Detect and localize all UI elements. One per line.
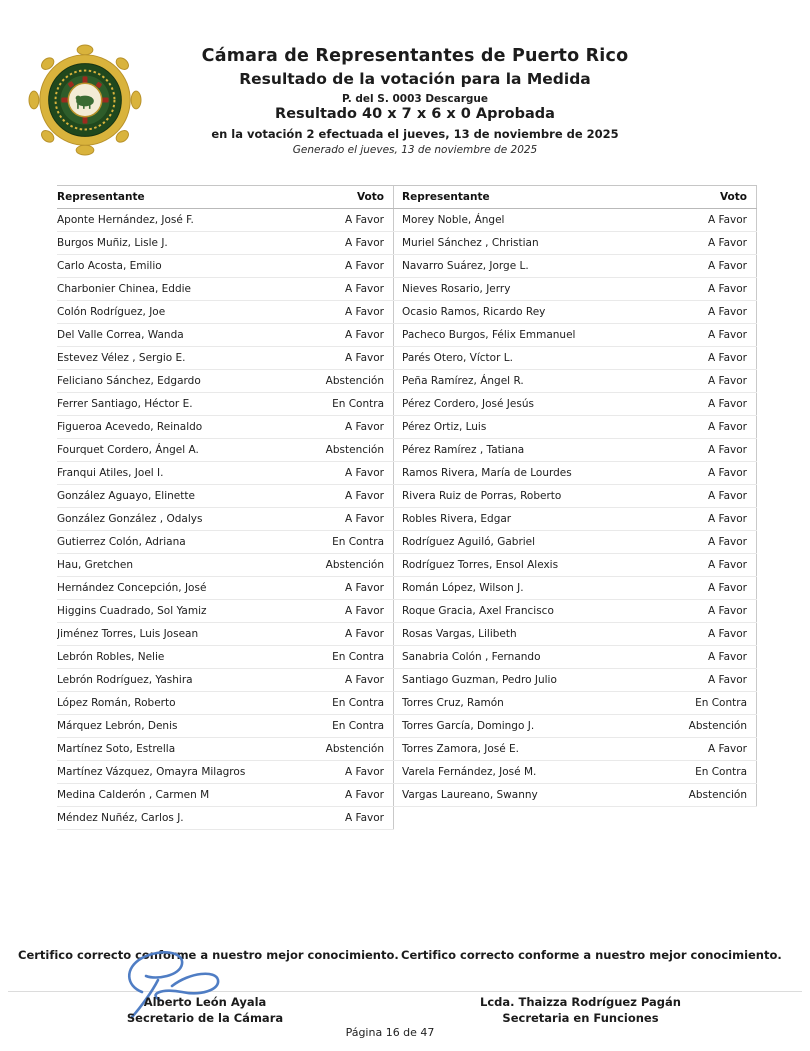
vote-value: En Contra <box>655 761 757 784</box>
vote-value: En Contra <box>292 531 394 554</box>
vote-value: A Favor <box>292 255 394 278</box>
representative-name: Vargas Laureano, Swanny <box>394 784 655 807</box>
representative-name: Del Valle Correa, Wanda <box>57 324 292 347</box>
table-row <box>57 485 394 508</box>
vote-value: Abstención <box>292 554 394 577</box>
representative-name: Higgins Cuadrado, Sol Yamiz <box>57 600 292 623</box>
vote-value: A Favor <box>655 370 757 393</box>
representative-name: Román López, Wilson J. <box>394 577 655 600</box>
table-row <box>57 393 394 416</box>
representative-name: Lebrón Rodríguez, Yashira <box>57 669 292 692</box>
vote-session-info: en la votación 2 efectuada el jueves, 13 de noviembre de 2025 <box>211 127 619 141</box>
representative-name: Carlo Acosta, Emilio <box>57 255 292 278</box>
signer-title: Secretaria en Funciones <box>502 1010 659 1025</box>
table-row <box>394 761 757 784</box>
vote-value: Abstención <box>292 370 394 393</box>
representative-name: Torres García, Domingo J. <box>394 715 655 738</box>
table-row <box>394 439 757 462</box>
vote-value: En Contra <box>292 715 394 738</box>
table-row <box>57 209 394 232</box>
representative-name: Feliciano Sánchez, Edgardo <box>57 370 292 393</box>
vote-value: A Favor <box>655 209 757 232</box>
vote-value: A Favor <box>292 324 394 347</box>
representative-name: Muriel Sánchez , Christian <box>394 232 655 255</box>
vote-value: A Favor <box>655 462 757 485</box>
representative-name: Franqui Atiles, Joel I. <box>57 462 292 485</box>
representative-name: Pérez Cordero, José Jesús <box>394 393 655 416</box>
table-row <box>57 531 394 554</box>
vote-value: A Favor <box>292 761 394 784</box>
table-row <box>57 508 394 531</box>
representative-name: Robles Rivera, Edgar <box>394 508 655 531</box>
representative-name: Ramos Rivera, María de Lourdes <box>394 462 655 485</box>
vote-value: A Favor <box>655 623 757 646</box>
measure-label: P. del S. 0003 Descargue <box>341 93 489 105</box>
table-row <box>394 209 757 232</box>
representative-name: Martínez Vázquez, Omayra Milagros <box>57 761 292 784</box>
table-row <box>394 623 757 646</box>
representative-name: Fourquet Cordero, Ángel A. <box>57 439 292 462</box>
vote-value: A Favor <box>292 784 394 807</box>
table-row <box>57 738 394 761</box>
representative-name: Burgos Muñiz, Lisle J. <box>57 232 292 255</box>
vote-value: A Favor <box>655 646 757 669</box>
representative-name: Parés Otero, Víctor L. <box>394 347 655 370</box>
vote-value: A Favor <box>655 393 757 416</box>
table-row <box>394 600 757 623</box>
representative-name: Figueroa Acevedo, Reinaldo <box>57 416 292 439</box>
representative-name: Méndez Nuñéz, Carlos J. <box>57 807 292 830</box>
table-row <box>394 301 757 324</box>
vote-value: A Favor <box>655 416 757 439</box>
representative-name: González Aguayo, Elinette <box>57 485 292 508</box>
table-row <box>394 577 757 600</box>
representative-name: Rivera Ruiz de Porras, Roberto <box>394 485 655 508</box>
representative-name: Rosas Vargas, Lilibeth <box>394 623 655 646</box>
certification-statement-left: Certifico correcto conforme a nuestro mejor conocimiento. <box>18 948 399 962</box>
signer-block-right <box>438 995 723 1026</box>
representative-name: Medina Calderón , Carmen M <box>57 784 292 807</box>
vote-value: A Favor <box>655 439 757 462</box>
vote-value: A Favor <box>655 577 757 600</box>
representative-name: Nieves Rosario, Jerry <box>394 278 655 301</box>
representative-name: Santiago Guzman, Pedro Julio <box>394 669 655 692</box>
column-header-voto: Voto <box>292 186 394 209</box>
table-header-row <box>57 186 394 209</box>
vote-value: A Favor <box>292 807 394 830</box>
vote-value: A Favor <box>292 416 394 439</box>
table-row <box>57 462 394 485</box>
table-row <box>57 439 394 462</box>
representative-name: Charbonier Chinea, Eddie <box>57 278 292 301</box>
representative-name: Peña Ramírez, Ángel R. <box>394 370 655 393</box>
vote-value: A Favor <box>655 347 757 370</box>
vote-value: A Favor <box>655 531 757 554</box>
vote-value: Abstención <box>292 738 394 761</box>
representative-name: Morey Noble, Ángel <box>394 209 655 232</box>
representative-name: Estevez Vélez , Sergio E. <box>57 347 292 370</box>
table-row <box>57 715 394 738</box>
vote-value: Abstención <box>292 439 394 462</box>
table-row <box>57 577 394 600</box>
vote-value: Abstención <box>655 715 757 738</box>
representative-name: Ocasio Ramos, Ricardo Rey <box>394 301 655 324</box>
vote-value: En Contra <box>292 692 394 715</box>
signer-block-left <box>75 995 335 1026</box>
vote-value: A Favor <box>292 669 394 692</box>
table-row <box>57 600 394 623</box>
generated-timestamp: Generado el jueves, 13 de noviembre de 2025 <box>292 144 538 156</box>
representative-name: Aponte Hernández, José F. <box>57 209 292 232</box>
table-row <box>394 416 757 439</box>
table-row <box>394 646 757 669</box>
table-row <box>394 393 757 416</box>
table-row <box>57 623 394 646</box>
vote-value: A Favor <box>655 554 757 577</box>
table-row <box>394 324 757 347</box>
vote-value: A Favor <box>655 738 757 761</box>
table-row <box>57 324 394 347</box>
representative-name: Rodríguez Torres, Ensol Alexis <box>394 554 655 577</box>
vote-value: A Favor <box>292 600 394 623</box>
vote-value: A Favor <box>292 278 394 301</box>
table-row <box>57 807 394 830</box>
vote-table-left <box>57 185 394 830</box>
vote-value: En Contra <box>655 692 757 715</box>
page-title: Cámara de Representantes de Puerto Rico <box>201 46 629 66</box>
vote-value: A Favor <box>655 278 757 301</box>
vote-value: A Favor <box>292 209 394 232</box>
representative-name: Pérez Ortiz, Luis <box>394 416 655 439</box>
vote-value: A Favor <box>292 347 394 370</box>
vote-value: A Favor <box>655 508 757 531</box>
table-row <box>57 370 394 393</box>
representative-name: Torres Zamora, José E. <box>394 738 655 761</box>
signer-name: Alberto León Ayala <box>143 995 267 1009</box>
representative-name: Sanabria Colón , Fernando <box>394 646 655 669</box>
table-row <box>57 232 394 255</box>
column-header-representante: Representante <box>394 186 655 209</box>
vote-value: A Favor <box>655 301 757 324</box>
table-row <box>57 669 394 692</box>
vote-value: A Favor <box>655 255 757 278</box>
table-row <box>57 278 394 301</box>
table-row <box>394 784 757 807</box>
table-row <box>394 715 757 738</box>
table-row <box>394 232 757 255</box>
representative-name: López Román, Roberto <box>57 692 292 715</box>
representative-name: Rodríguez Aguiló, Gabriel <box>394 531 655 554</box>
signer-title: Secretario de la Cámara <box>126 1010 284 1025</box>
table-row <box>394 531 757 554</box>
column-header-representante: Representante <box>57 186 292 209</box>
representative-name: Hernández Concepción, José <box>57 577 292 600</box>
representative-name: Navarro Suárez, Jorge L. <box>394 255 655 278</box>
table-row <box>394 485 757 508</box>
vote-table-right <box>394 185 757 807</box>
table-row <box>57 692 394 715</box>
representative-name: Lebrón Robles, Nelie <box>57 646 292 669</box>
representative-name: Jiménez Torres, Luis Josean <box>57 623 292 646</box>
representative-name: Pérez Ramírez , Tatiana <box>394 439 655 462</box>
representative-name: Roque Gracia, Axel Francisco <box>394 600 655 623</box>
vote-value: A Favor <box>655 232 757 255</box>
representative-name: Torres Cruz, Ramón <box>394 692 655 715</box>
vote-value: A Favor <box>292 301 394 324</box>
table-row <box>394 692 757 715</box>
table-row <box>57 301 394 324</box>
representative-name: Martínez Soto, Estrella <box>57 738 292 761</box>
vote-value: A Favor <box>292 508 394 531</box>
table-row <box>57 416 394 439</box>
vote-result-summary: Resultado 40 x 7 x 6 x 0 Aprobada <box>275 106 555 122</box>
representative-name: Gutierrez Colón, Adriana <box>57 531 292 554</box>
table-row <box>57 347 394 370</box>
vote-value: A Favor <box>655 669 757 692</box>
vote-value: A Favor <box>655 324 757 347</box>
table-row <box>57 554 394 577</box>
vote-tables <box>57 185 757 830</box>
vote-value: A Favor <box>292 485 394 508</box>
table-row <box>57 761 394 784</box>
table-header-row <box>394 186 757 209</box>
representative-name: Márquez Lebrón, Denis <box>57 715 292 738</box>
vote-value: A Favor <box>292 577 394 600</box>
table-row <box>394 278 757 301</box>
vote-value: A Favor <box>292 462 394 485</box>
column-header-voto: Voto <box>655 186 757 209</box>
vote-value: Abstención <box>655 784 757 807</box>
table-row <box>57 255 394 278</box>
table-row <box>394 462 757 485</box>
representative-name: Hau, Gretchen <box>57 554 292 577</box>
table-row <box>394 738 757 761</box>
vote-value: En Contra <box>292 393 394 416</box>
representative-name: Varela Fernández, José M. <box>394 761 655 784</box>
table-row <box>394 347 757 370</box>
representative-name: Ferrer Santiago, Héctor E. <box>57 393 292 416</box>
vote-value: A Favor <box>292 232 394 255</box>
representative-name: Pacheco Burgos, Félix Emmanuel <box>394 324 655 347</box>
certification-statement-right: Certifico correcto conforme a nuestro mejor conocimiento. <box>401 948 782 962</box>
signer-name: Lcda. Thaizza Rodríguez Pagán <box>480 995 681 1009</box>
vote-value: A Favor <box>655 600 757 623</box>
representative-name: González González , Odalys <box>57 508 292 531</box>
page-subtitle: Resultado de la votación para la Medida <box>239 70 591 88</box>
table-row <box>394 554 757 577</box>
table-row <box>394 508 757 531</box>
table-row <box>57 784 394 807</box>
table-row <box>394 370 757 393</box>
table-row <box>57 646 394 669</box>
vote-value: A Favor <box>292 623 394 646</box>
representative-name: Colón Rodríguez, Joe <box>57 301 292 324</box>
table-row <box>394 669 757 692</box>
page-number: Página 16 de 47 <box>345 1026 435 1039</box>
vote-value: En Contra <box>292 646 394 669</box>
vote-value: A Favor <box>655 485 757 508</box>
table-row <box>394 255 757 278</box>
